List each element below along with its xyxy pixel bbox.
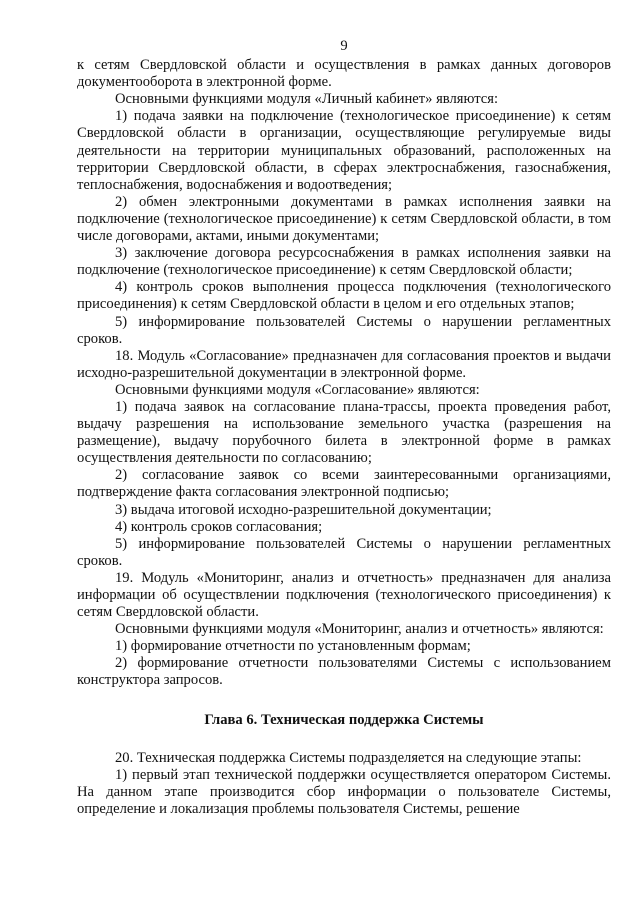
- paragraph: 4) контроль сроков согласования;: [115, 518, 323, 535]
- section-modules: [77, 57, 611, 689]
- paragraph: Основными функциями модуля «Личный кабинет» являются:: [115, 91, 498, 108]
- paragraph: Основными функциями модуля «Мониторинг, анализ и отчетность» являются:: [115, 621, 604, 638]
- paragraph: 2) формирование отчетности пользователями Системы с использованием конструктора запросов.: [77, 655, 611, 689]
- paragraph: 1) подача заявки на подключение (технологическое присоединение) к сетям Свердловской области в организации, осуществляющие регулируемые виды деятельности на территории муниципальных образований, расположенных на территории Свердловской области, в сферах электроснабжения, газоснабжения, теплоснабжения, водоснабжения и водоотведения;: [77, 108, 611, 193]
- page-number: 9: [340, 38, 348, 54]
- paragraph: 2) обмен электронными документами в рамках исполнения заявки на подключение (технологическое присоединение) к сетям Свердловской области, в том числе договорами, актами, иными документами;: [77, 193, 611, 245]
- paragraph: к сетям Свердловской области и осуществления в рамках данных договоров документооборота в электронной форме.: [77, 57, 611, 91]
- paragraph: 18. Модуль «Согласование» предназначен для согласования проектов и выдачи исходно-разрешительной документации в электронной форме.: [77, 347, 611, 381]
- chapter-heading: Глава 6. Техническая поддержка Системы: [204, 711, 484, 728]
- paragraph: 19. Модуль «Мониторинг, анализ и отчетность» предназначен для анализа информации об осуществлении подключения (технологического присоединения) к сетям Свердловской области.: [77, 569, 611, 621]
- section-tech-support: [77, 750, 611, 818]
- paragraph: 3) заключение договора ресурсоснабжения в рамках исполнения заявки на подключение (технологическое присоединение) к сетям Свердловской области;: [77, 245, 611, 279]
- paragraph: 20. Техническая поддержка Системы подразделяется на следующие этапы:: [115, 749, 582, 766]
- paragraph: 1) формирование отчетности по установленным формам;: [115, 638, 471, 655]
- paragraph: 5) информирование пользователей Системы о нарушении регламентных сроков.: [77, 535, 611, 569]
- paragraph: 5) информирование пользователей Системы о нарушении регламентных сроков.: [77, 313, 611, 347]
- paragraph: 3) выдача итоговой исходно-разрешительной документации;: [115, 501, 492, 518]
- paragraph: 2) согласование заявок со всеми заинтересованными организациями, подтверждение факта согласования электронной подписью;: [77, 467, 611, 501]
- paragraph: 1) подача заявок на согласование плана-трассы, проекта проведения работ, выдачу разрешения на использование земельного участка (разрешения на размещение), выдачу порубочного билета в электронной форме в рамках осуществления деятельности по согласованию;: [77, 398, 611, 467]
- paragraph: 1) первый этап технической поддержки осуществляется оператором Системы. На данном этапе производится сбор информации о пользователе Системы, определение и локализация проблемы пользователя Системы, решение: [77, 766, 611, 817]
- paragraph: Основными функциями модуля «Согласование» являются:: [115, 381, 480, 398]
- paragraph: 4) контроль сроков выполнения процесса подключения (технологического присоединения) к сетям Свердловской области в целом и его отдельных этапов;: [77, 279, 611, 313]
- document-page: [77, 38, 611, 818]
